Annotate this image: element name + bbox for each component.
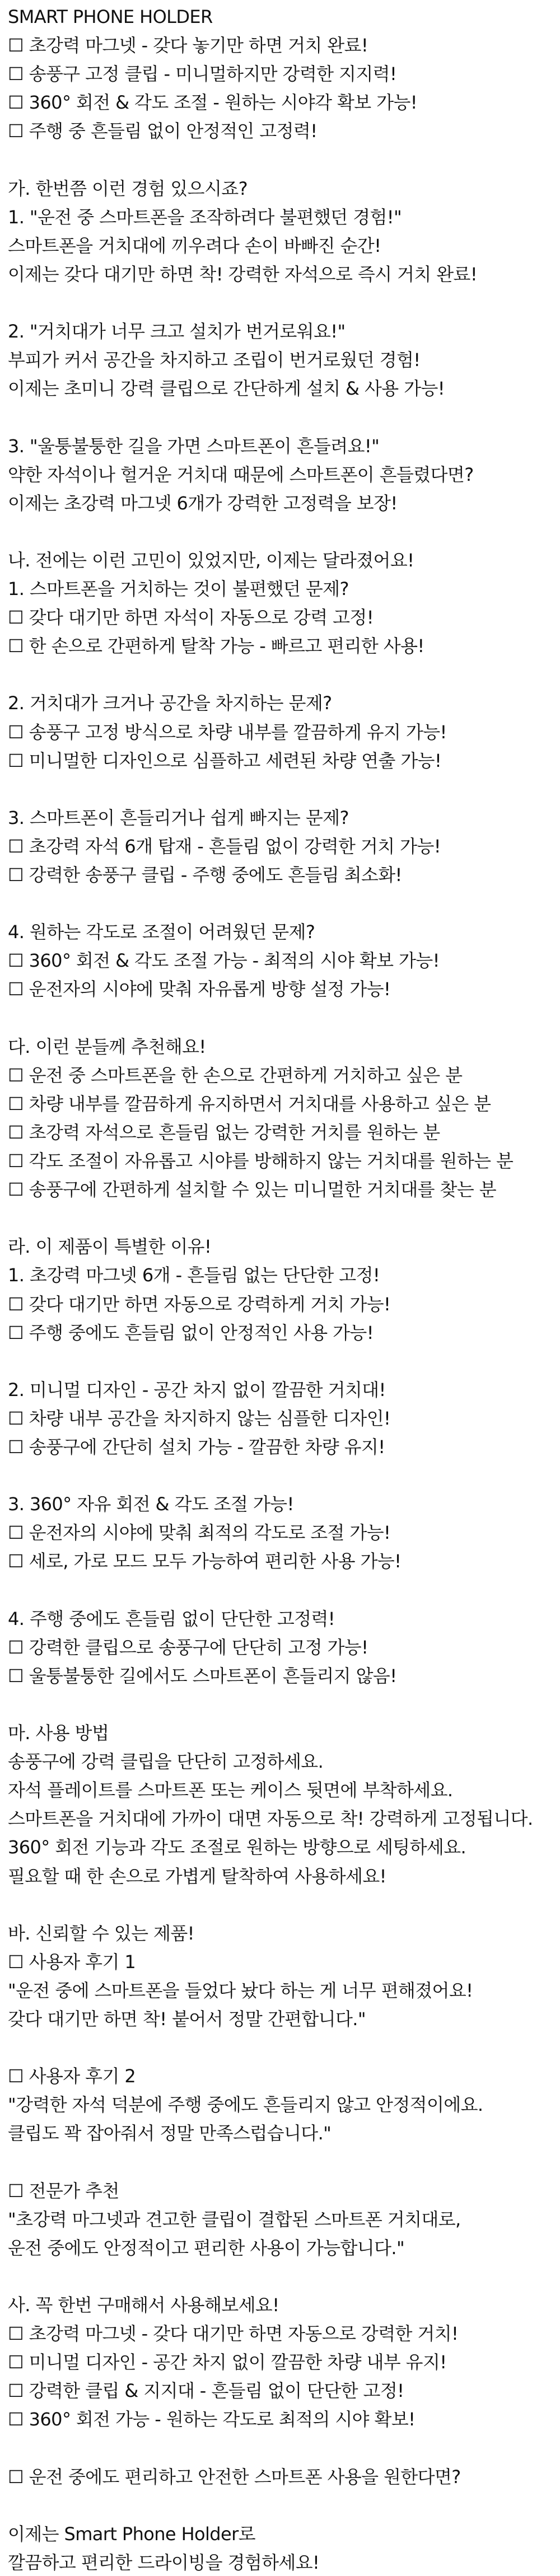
text-line: ☐ 강력한 송풍구 클립 - 주행 중에도 흔들림 최소화! xyxy=(8,864,402,886)
text-line: 바. 신뢰할 수 있는 제품! xyxy=(8,1922,194,1944)
blank-line xyxy=(8,147,552,174)
text-line: 라. 이 제품이 특별한 이유! xyxy=(8,1236,212,1258)
text-line: 사. 꼭 한번 구매해서 사용해보세요! xyxy=(8,2294,279,2316)
text-line: 4. 원하는 각도로 조절이 어려웠던 문제? xyxy=(8,921,315,943)
text-line: 2. 미니멀 디자인 - 공간 차지 없이 깔끔한 거치대! xyxy=(8,1379,386,1401)
text-line: ☐ 한 손으로 간편하게 탈착 가능 - 빠르고 편리한 사용! xyxy=(8,635,424,657)
text-line: 갖다 대기만 하면 착! 붙어서 정말 간편합니다." xyxy=(8,2008,366,2030)
text-line: ☐ 갖다 대기만 하면 자석이 자동으로 강력 고정! xyxy=(8,607,374,629)
text-line: 가. 한번쯤 이런 경험 있으시죠? xyxy=(8,177,248,199)
text-line: ☐ 초강력 자석 6개 탑재 - 흔들림 없이 강력한 거치 가능! xyxy=(8,835,441,857)
text-line: ☐ 갖다 대기만 하면 자동으로 강력하게 거치 가능! xyxy=(8,1293,391,1315)
text-line: ☐ 각도 조절이 자유롭고 시야를 방해하지 않는 거치대를 원하는 분 xyxy=(8,1150,514,1172)
text-line: ☐ 송풍구 고정 클립 - 미니멀하지만 강력한 지지력! xyxy=(8,63,397,85)
text-line: ☐ 주행 중 흔들림 없이 안정적인 고정력! xyxy=(8,120,318,142)
text-line: 약한 자석이나 헐거운 거치대 때문에 스마트폰이 흔들렸다면? xyxy=(8,463,474,485)
text-line: 송풍구에 강력 클립을 단단히 고정하세요. xyxy=(8,1751,324,1773)
text-line: ☐ 송풍구 고정 방식으로 차량 내부를 깔끔하게 유지 가능! xyxy=(8,721,447,743)
text-line: ☐ 송풍구에 간편하게 설치할 수 있는 미니멀한 거치대를 찾는 분 xyxy=(8,1179,497,1201)
text-line: 3. 스마트폰이 흔들리거나 쉽게 빠지는 문제? xyxy=(8,807,349,828)
blank-line xyxy=(8,1891,552,1918)
text-line: 1. 스마트폰을 거치하는 것이 불편했던 문제? xyxy=(8,578,349,599)
blank-line xyxy=(8,1205,552,1231)
text-line: 깔끔하고 편리한 드라이빙을 경험하세요! xyxy=(8,2551,320,2573)
text-line: 2. "거치대가 너무 크고 설치가 번거로워요!" xyxy=(8,321,346,343)
text-line: ☐ 운전 중 스마트폰을 한 손으로 간편하게 거치하고 싶은 분 xyxy=(8,1064,463,1086)
blank-line xyxy=(8,2435,552,2462)
text-line: ☐ 운전자의 시야에 맞춰 자유롭게 방향 설정 가능! xyxy=(8,978,391,1000)
text-line: 필요할 때 한 손으로 가볍게 탈착하여 사용하세요! xyxy=(8,1865,386,1887)
blank-line xyxy=(8,1005,552,1032)
text-line: 스마트폰을 거치대에 끼우려다 손이 바빠진 순간! xyxy=(8,235,381,256)
text-line: SMART PHONE HOLDER xyxy=(8,6,213,27)
text-line: 스마트폰을 거치대에 가까이 대면 자동으로 착! 강력하게 고정됩니다. xyxy=(8,1808,533,1830)
blank-line xyxy=(8,289,552,316)
text-line: 1. "운전 중 스마트폰을 조작하려다 불편했던 경험!" xyxy=(8,206,402,228)
text-line: ☐ 360° 회전 & 각도 조절 가능 - 최적의 시야 확보 가능! xyxy=(8,950,440,972)
text-line: ☐ 전문가 추천 xyxy=(8,2180,119,2202)
text-line: ☐ 송풍구에 간단히 설치 가능 - 깔끔한 차량 유지! xyxy=(8,1436,385,1458)
blank-line xyxy=(8,404,552,430)
text-line: "초강력 마그넷과 견고한 클립이 결합된 스마트폰 거치대로, xyxy=(8,2208,461,2230)
text-line: ☐ 미니멀 디자인 - 공간 차지 없이 깔끔한 차량 내부 유지! xyxy=(8,2352,447,2373)
blank-line xyxy=(8,1691,552,1718)
text-line: 4. 주행 중에도 흔들림 없이 단단한 고정력! xyxy=(8,1608,335,1629)
text-line: ☐ 운전 중에도 편리하고 안전한 스마트폰 사용을 원한다면? xyxy=(8,2466,461,2488)
blank-line xyxy=(8,2034,552,2061)
blank-line xyxy=(8,890,552,917)
blank-line xyxy=(8,2149,552,2176)
blank-line xyxy=(8,1577,552,1604)
text-line: 1. 초강력 마그넷 6개 - 흔들림 없는 단단한 고정! xyxy=(8,1264,380,1286)
blank-line xyxy=(8,2492,552,2519)
text-line: ☐ 미니멀한 디자인으로 심플하고 세련된 차량 연출 가능! xyxy=(8,750,442,771)
blank-line xyxy=(8,661,552,688)
text-line: ☐ 360° 회전 & 각도 조절 - 원하는 시야각 확보 가능! xyxy=(8,92,418,114)
text-line: 다. 이런 분들께 추천해요! xyxy=(8,1036,206,1057)
text-line: ☐ 초강력 자석으로 흔들림 없는 강력한 거치를 원하는 분 xyxy=(8,1121,440,1143)
text-line: ☐ 360° 회전 가능 - 원하는 각도로 최적의 시야 확보! xyxy=(8,2409,416,2430)
text-line: 이제는 초강력 마그넷 6개가 강력한 고정력을 보장! xyxy=(8,492,398,514)
text-line: ☐ 초강력 마그넷 - 갖다 대기만 하면 자동으로 강력한 거치! xyxy=(8,2323,459,2345)
text-line: 운전 중에도 안정적이고 편리한 사용이 가능합니다." xyxy=(8,2237,405,2259)
text-line: ☐ 주행 중에도 흔들림 없이 안정적인 사용 가능! xyxy=(8,1322,374,1343)
text-line: ☐ 강력한 클립으로 송풍구에 단단히 고정 가능! xyxy=(8,1636,368,1658)
text-line: ☐ 차량 내부 공간을 차지하지 않는 심플한 디자인! xyxy=(8,1407,391,1429)
blank-line xyxy=(8,2263,552,2290)
text-line: 360° 회전 기능과 각도 조절로 원하는 방향으로 세팅하세요. xyxy=(8,1837,466,1858)
text-line: 2. 거치대가 크거나 공간을 차지하는 문제? xyxy=(8,692,332,714)
blank-line xyxy=(8,1462,552,1489)
text-line: 부피가 커서 공간을 차지하고 조립이 번거로웠던 경험! xyxy=(8,349,421,371)
text-line: 나. 전에는 이런 고민이 있었지만, 이제는 달라졌어요! xyxy=(8,549,414,571)
text-line: ☐ 세로, 가로 모드 모두 가능하여 편리한 사용 가능! xyxy=(8,1551,402,1572)
blank-line xyxy=(8,776,552,803)
text-line: ☐ 운전자의 시야에 맞춰 최적의 각도로 조절 가능! xyxy=(8,1522,391,1544)
text-line: 3. "울퉁불퉁한 길을 가면 스마트폰이 흔들려요!" xyxy=(8,435,380,457)
blank-line xyxy=(8,518,552,545)
text-line: 자석 플레이트를 스마트폰 또는 케이스 뒷면에 부착하세요. xyxy=(8,1779,453,1801)
text-line: ☐ 초강력 마그넷 - 갖다 놓기만 하면 거치 완료! xyxy=(8,35,368,57)
text-line: ☐ 울퉁불퉁한 길에서도 스마트폰이 흔들리지 않음! xyxy=(8,1665,397,1687)
text-line: 클립도 꽉 잡아줘서 정말 만족스럽습니다." xyxy=(8,2123,332,2144)
text-line: 이제는 Smart Phone Holder로 xyxy=(8,2523,255,2545)
text-line: ☐ 차량 내부를 깔끔하게 유지하면서 거치대를 사용하고 싶은 분 xyxy=(8,1093,491,1114)
text-line: 이제는 초미니 강력 클립으로 간단하게 설치 & 사용 가능! xyxy=(8,378,445,400)
text-line: 3. 360° 자유 회전 & 각도 조절 가능! xyxy=(8,1493,294,1515)
text-line: "강력한 자석 덕분에 주행 중에도 흔들리지 않고 안정적이에요. xyxy=(8,2094,483,2116)
text-line: 마. 사용 방법 xyxy=(8,1722,109,1744)
text-line: ☐ 사용자 후기 1 xyxy=(8,1951,136,1973)
text-line: ☐ 강력한 클립 & 지지대 - 흔들림 없이 단단한 고정! xyxy=(8,2380,404,2402)
text-line: 이제는 갖다 대기만 하면 착! 강력한 자석으로 즉시 거치 완료! xyxy=(8,263,478,285)
blank-line xyxy=(8,1348,552,1375)
text-line: ☐ 사용자 후기 2 xyxy=(8,2066,136,2087)
text-line: "운전 중에 스마트폰을 들었다 놨다 하는 게 너무 편해졌어요! xyxy=(8,1979,473,2001)
